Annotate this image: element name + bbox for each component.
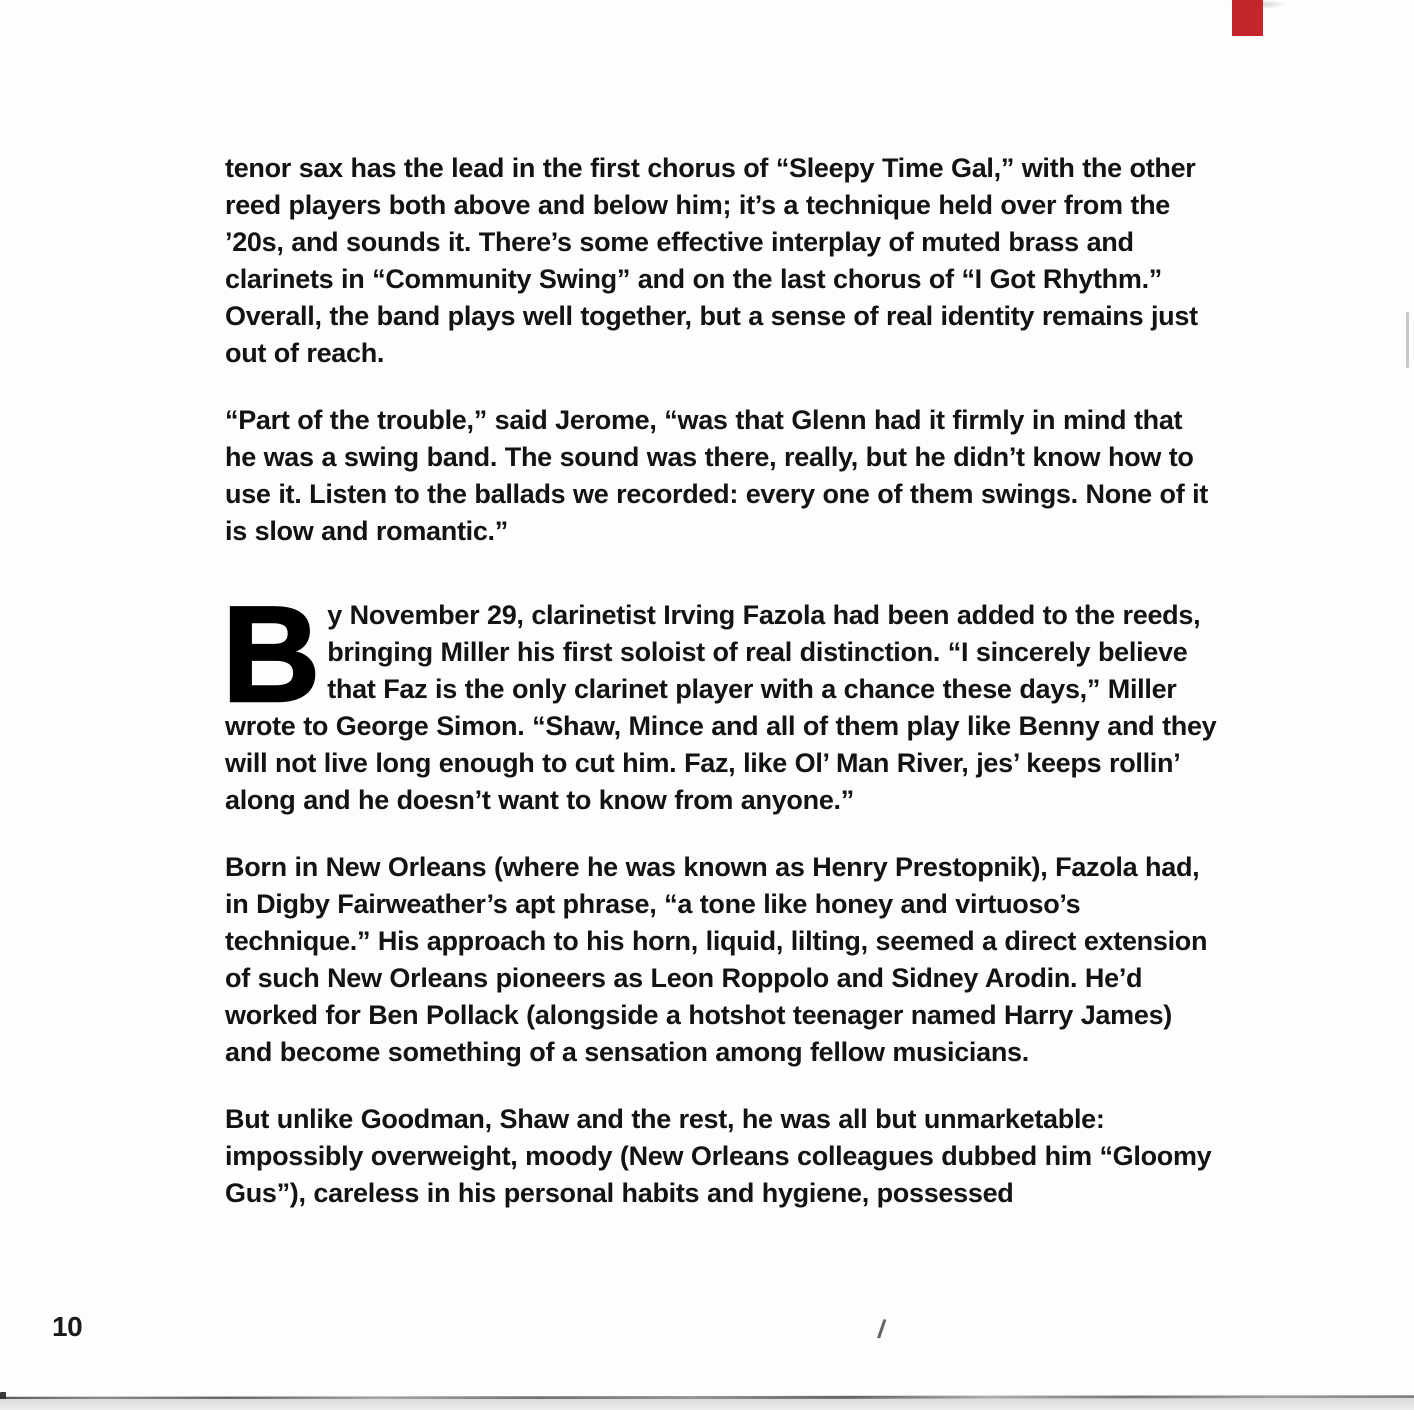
page-edge-mark xyxy=(1406,312,1409,368)
page-number: 10 xyxy=(52,1311,83,1342)
body-paragraph: “Part of the trouble,” said Jerome, “was that Glenn had it firmly in mind that he was a swing band. The sound was there, really, but he didn’t know how to use it. Listen to the ballads we recorded: every one of them swings. None of it is slow and romantic.” xyxy=(225,405,1208,546)
body-paragraph: Born in New Orleans (where he was known as Henry Prestopnik), Fazola had, in Digby Fairweather’s apt phrase, “a tone like honey and virtuoso’s technique.” His approach to his horn, liquid, lilting, seemed a direct extension of such New Orleans pioneers as Leon Roppolo and Sidney Arodin. He’d worked for Ben Pollack (alongside a hotshot teenager named Harry James) and become something of a sensation among fellow musicians. xyxy=(225,852,1208,1067)
registration-mark xyxy=(1232,0,1263,36)
scan-bottom-strip xyxy=(0,1399,1414,1410)
drop-cap-letter: B xyxy=(222,578,319,730)
body-paragraph: tenor sax has the lead in the first chorus of “Sleepy Time Gal,” with the other reed players both above and below him; it’s a technique held over from the ’20s, and sounds it. There’s some effective interplay of muted brass and clarinets in “Community Swing” and on the last chorus of “I Got Rhythm.” Overall, the band plays well together, but a sense of real identity remains just out of reach. xyxy=(225,153,1198,368)
body-paragraph: But unlike Goodman, Shaw and the rest, he was all but unmarketable: impossibly overweight, moody (New Orleans colleagues dubbed him “Gloomy Gus”), careless in his personal habits and hygiene, possessed xyxy=(225,1104,1212,1208)
body-paragraph-dropcap xyxy=(222,578,1217,819)
stray-scan-mark: / xyxy=(876,1313,888,1345)
body-text-block xyxy=(222,150,1217,1242)
paragraph-text: y November 29, clarinetist Irving Fazola had been added to the reeds, bringing Miller his first soloist of real distinction. “I sincerely believe that Faz is the only clarinet player with a chance these days,” Miller wrote to George Simon. “Shaw, Mince and all of them play like Benny and they will not live long enough to cut him. Faz, like Ol’ Man River, jes’ keeps rollin’ along and he doesn’t want to know from anyone.” xyxy=(225,600,1217,815)
